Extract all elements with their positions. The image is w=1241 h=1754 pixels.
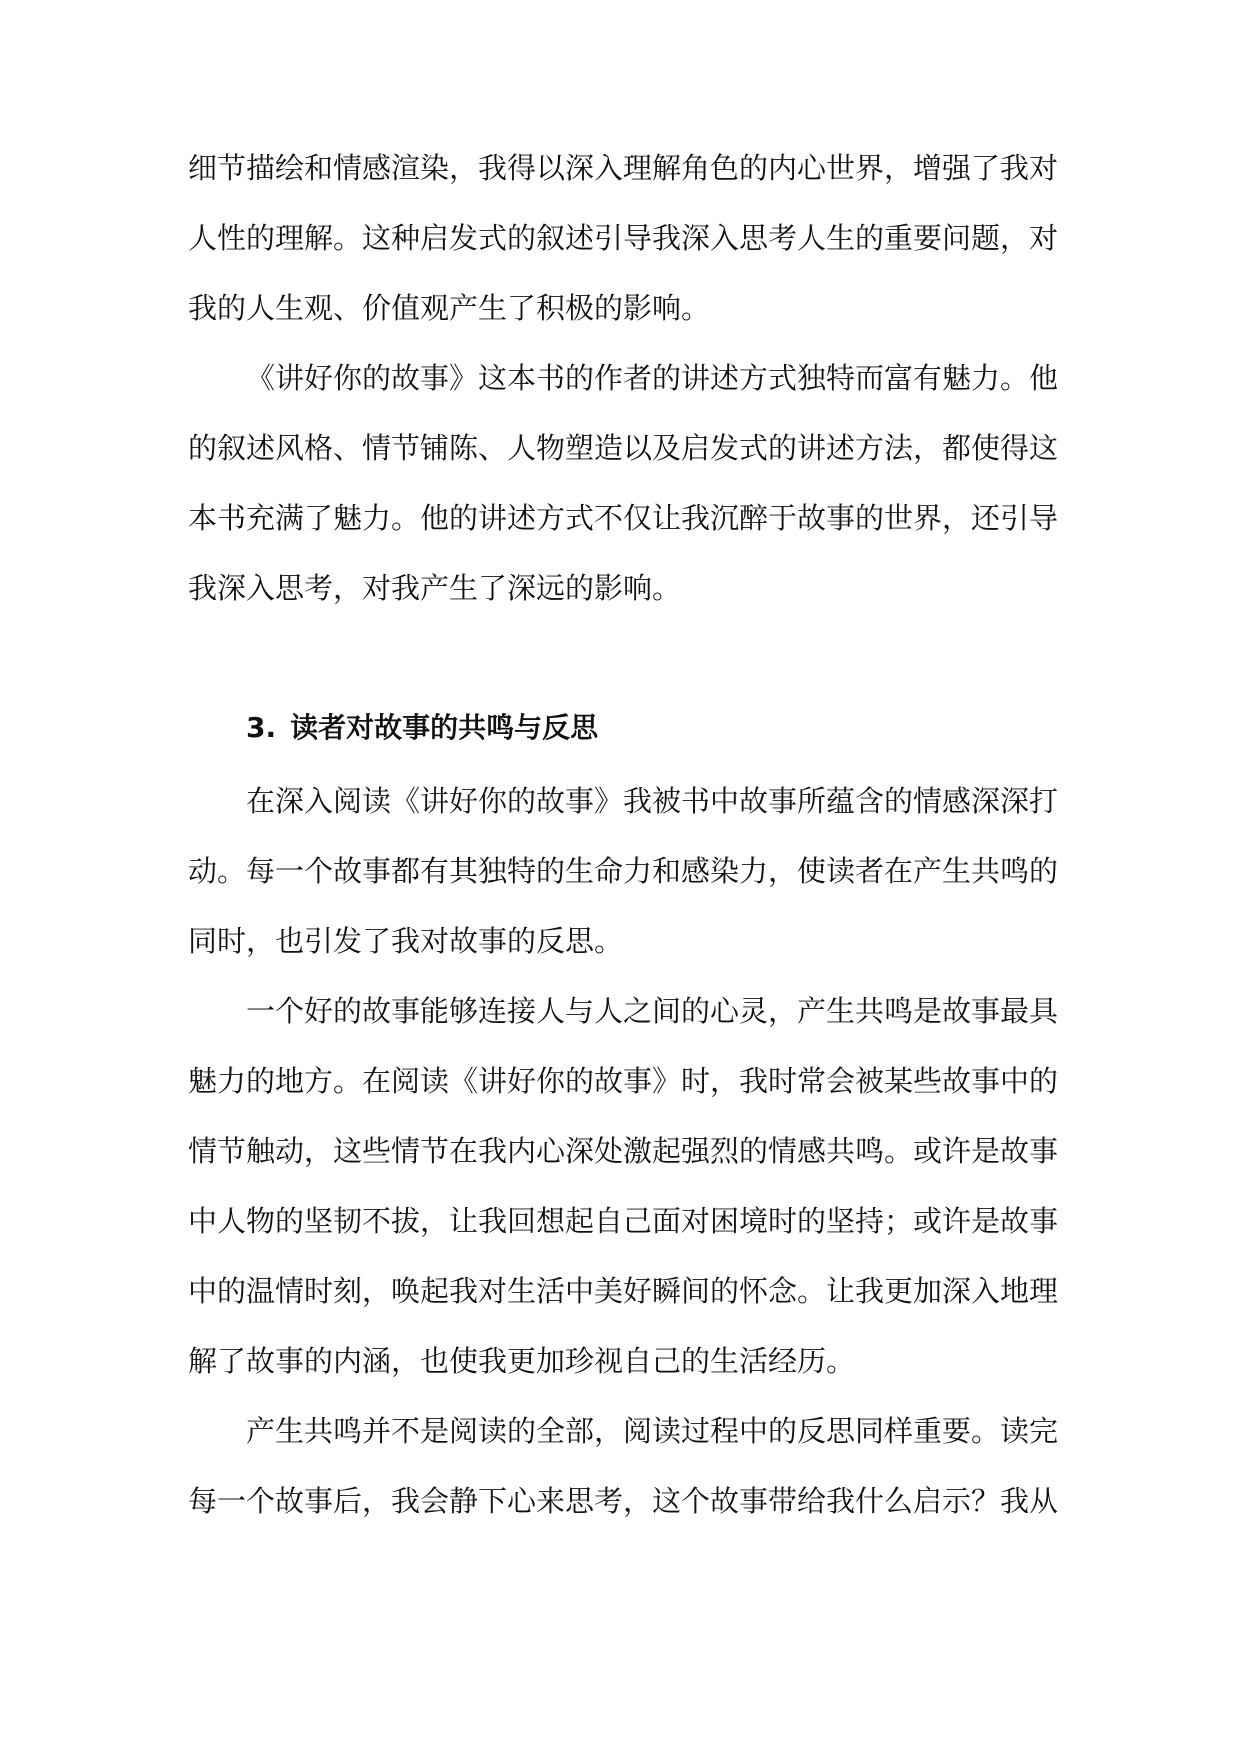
paragraph-continued: 细节描绘和情感渲染，我得以深入理解角色的内心世界，增强了我对人性的理解。这种启发式的叙述引导我深入思考人生的重要问题，对我的人生观、价值观产生了积极的影响。 (188, 151, 1059, 325)
section-heading (246, 708, 598, 748)
paragraph: 一个好的故事能够连接人与人之间的心灵，产生共鸣是故事最具魅力的地方。在阅读《讲好你的故事》时，我时常会被某些故事中的情节触动，这些情节在我内心深处激起强烈的情感共鸣。或许是故事中人物的坚韧不拔，让我回想起自己面对困境时的坚持；或许是故事中的温情时刻，唤起我对生活中美好瞬间的怀念。让我更加深入地理解了故事的内涵，也使我更加珍视自己的生活经历。 (188, 994, 1059, 1378)
paragraph: 产生共鸣并不是阅读的全部，阅读过程中的反思同样重要。读完每一个故事后，我会静下心来思考，这个故事带给我什么启示？我从 (188, 1414, 1059, 1518)
body-text-upper (188, 133, 1058, 623)
body-text-lower (188, 766, 1058, 1536)
paragraph: 在深入阅读《讲好你的故事》我被书中故事所蕴含的情感深深打动。每一个故事都有其独特的生命力和感染力，使读者在产生共鸣的同时，也引发了我对故事的反思。 (188, 784, 1059, 958)
paragraph: 《讲好你的故事》这本书的作者的讲述方式独特而富有魅力。他的叙述风格、情节铺陈、人物塑造以及启发式的讲述方法，都使得这本书充满了魅力。他的讲述方式不仅让我沉醉于故事的世界，还引导我深入思考，对我产生了深远的影响。 (188, 361, 1059, 605)
section-number: 3. (246, 711, 277, 744)
section-title: 读者对故事的共鸣与反思 (290, 711, 599, 744)
